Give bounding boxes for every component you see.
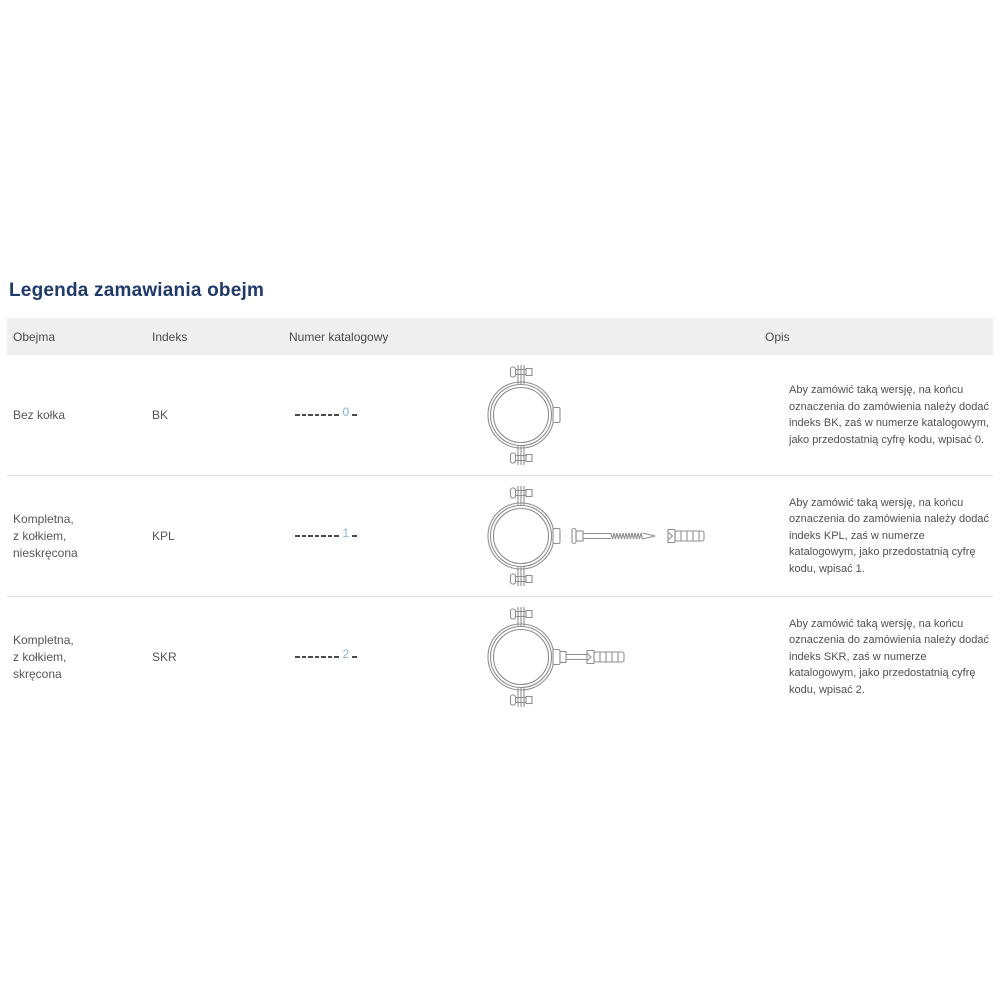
indeks-cell: SKR [152,650,177,664]
hanger-bolt-icon [571,526,657,546]
obejma-label-line: nieskręcona [13,545,78,560]
obejma-label-line: z kołkiem, [13,649,67,664]
obejma-cell [7,632,146,683]
catalog-digit: 1 [342,526,350,540]
header-indeks: Indeks [152,329,188,344]
catalog-dash [328,414,333,416]
obejma-label-line: z kołkiem, [13,528,67,543]
catalog-dash [352,414,357,416]
catalog-dash [352,656,357,658]
obejma-cell [7,407,146,424]
catalog-dash [321,656,326,658]
illustration-cell [469,360,759,470]
indeks-cell: KPL [152,529,175,543]
catalog-dash [321,414,326,416]
catalog-dash [334,656,339,658]
page-title: Legenda zamawiania obejm [9,280,265,301]
catalog-digit: 0 [342,405,350,419]
catalog-dash [308,535,313,537]
catalog-dash [328,656,333,658]
illustration-cell [469,602,759,712]
table-row [7,475,993,596]
table-header-row [7,318,993,355]
catalog-digit: 2 [342,647,350,661]
catalog-dash [308,656,313,658]
catalog-dash [302,656,307,658]
header-numer-katalogowy: Numer katalogowy [289,329,389,344]
opis-cell [759,495,993,578]
catalog-dash [315,414,320,416]
opis-text: Aby zamówić taką wersję, na końcu oznaczenia do zamówienia należy dodać indeks KPL, zaś w numerze katalogowym, jako przedostatnią cyfrę kodu, wpisać 1. [789,496,989,575]
catalog-number-cell [283,405,469,422]
catalog-dash [295,535,300,537]
catalog-dash [302,414,307,416]
catalog-number-cell [283,647,469,664]
catalog-dash [295,656,300,658]
pipe-clamp-with-assembled-plug-icon [481,602,631,712]
catalog-dash [315,535,320,537]
catalog-dash [308,414,313,416]
indeks-cell: BK [152,408,169,422]
table-row [7,355,993,475]
obejma-label-line: skręcona [13,666,62,681]
obejma-label-line: Kompletna, [13,511,74,526]
wall-plug-icon [667,526,707,546]
catalog-dash [334,535,339,537]
header-opis: Opis [765,329,790,344]
opis-text: Aby zamówić taką wersję, na końcu oznaczenia do zamówienia należy dodać indeks BK, zaś w numerze katalogowym, jako przedostatnią cyfrę kodu, wpisać 0. [789,384,989,446]
opis-text: Aby zamówić taką wersję, na końcu oznaczenia do zamówienia należy dodać indeks SKR, zaś w numerze katalogowym, jako przedostatnią cyfrę kodu, wpisać 2. [789,617,989,696]
opis-cell [759,616,993,699]
pipe-clamp-icon [481,481,561,591]
catalog-dash [315,656,320,658]
catalog-dash [302,535,307,537]
illustration-cell [469,481,759,591]
catalog-dash [352,535,357,537]
table-row [7,596,993,717]
catalog-dash [328,535,333,537]
obejma-cell [7,511,146,562]
catalog-number-cell [283,526,469,543]
catalog-dash [295,414,300,416]
header-obejma: Obejma [13,329,56,344]
catalog-dash [334,414,339,416]
obejma-label-line: Kompletna, [13,632,74,647]
catalog-dash [321,535,326,537]
pipe-clamp-icon [481,360,561,470]
legend-table [7,318,993,717]
obejma-label: Bez kołka [13,407,66,422]
opis-cell [759,382,993,448]
